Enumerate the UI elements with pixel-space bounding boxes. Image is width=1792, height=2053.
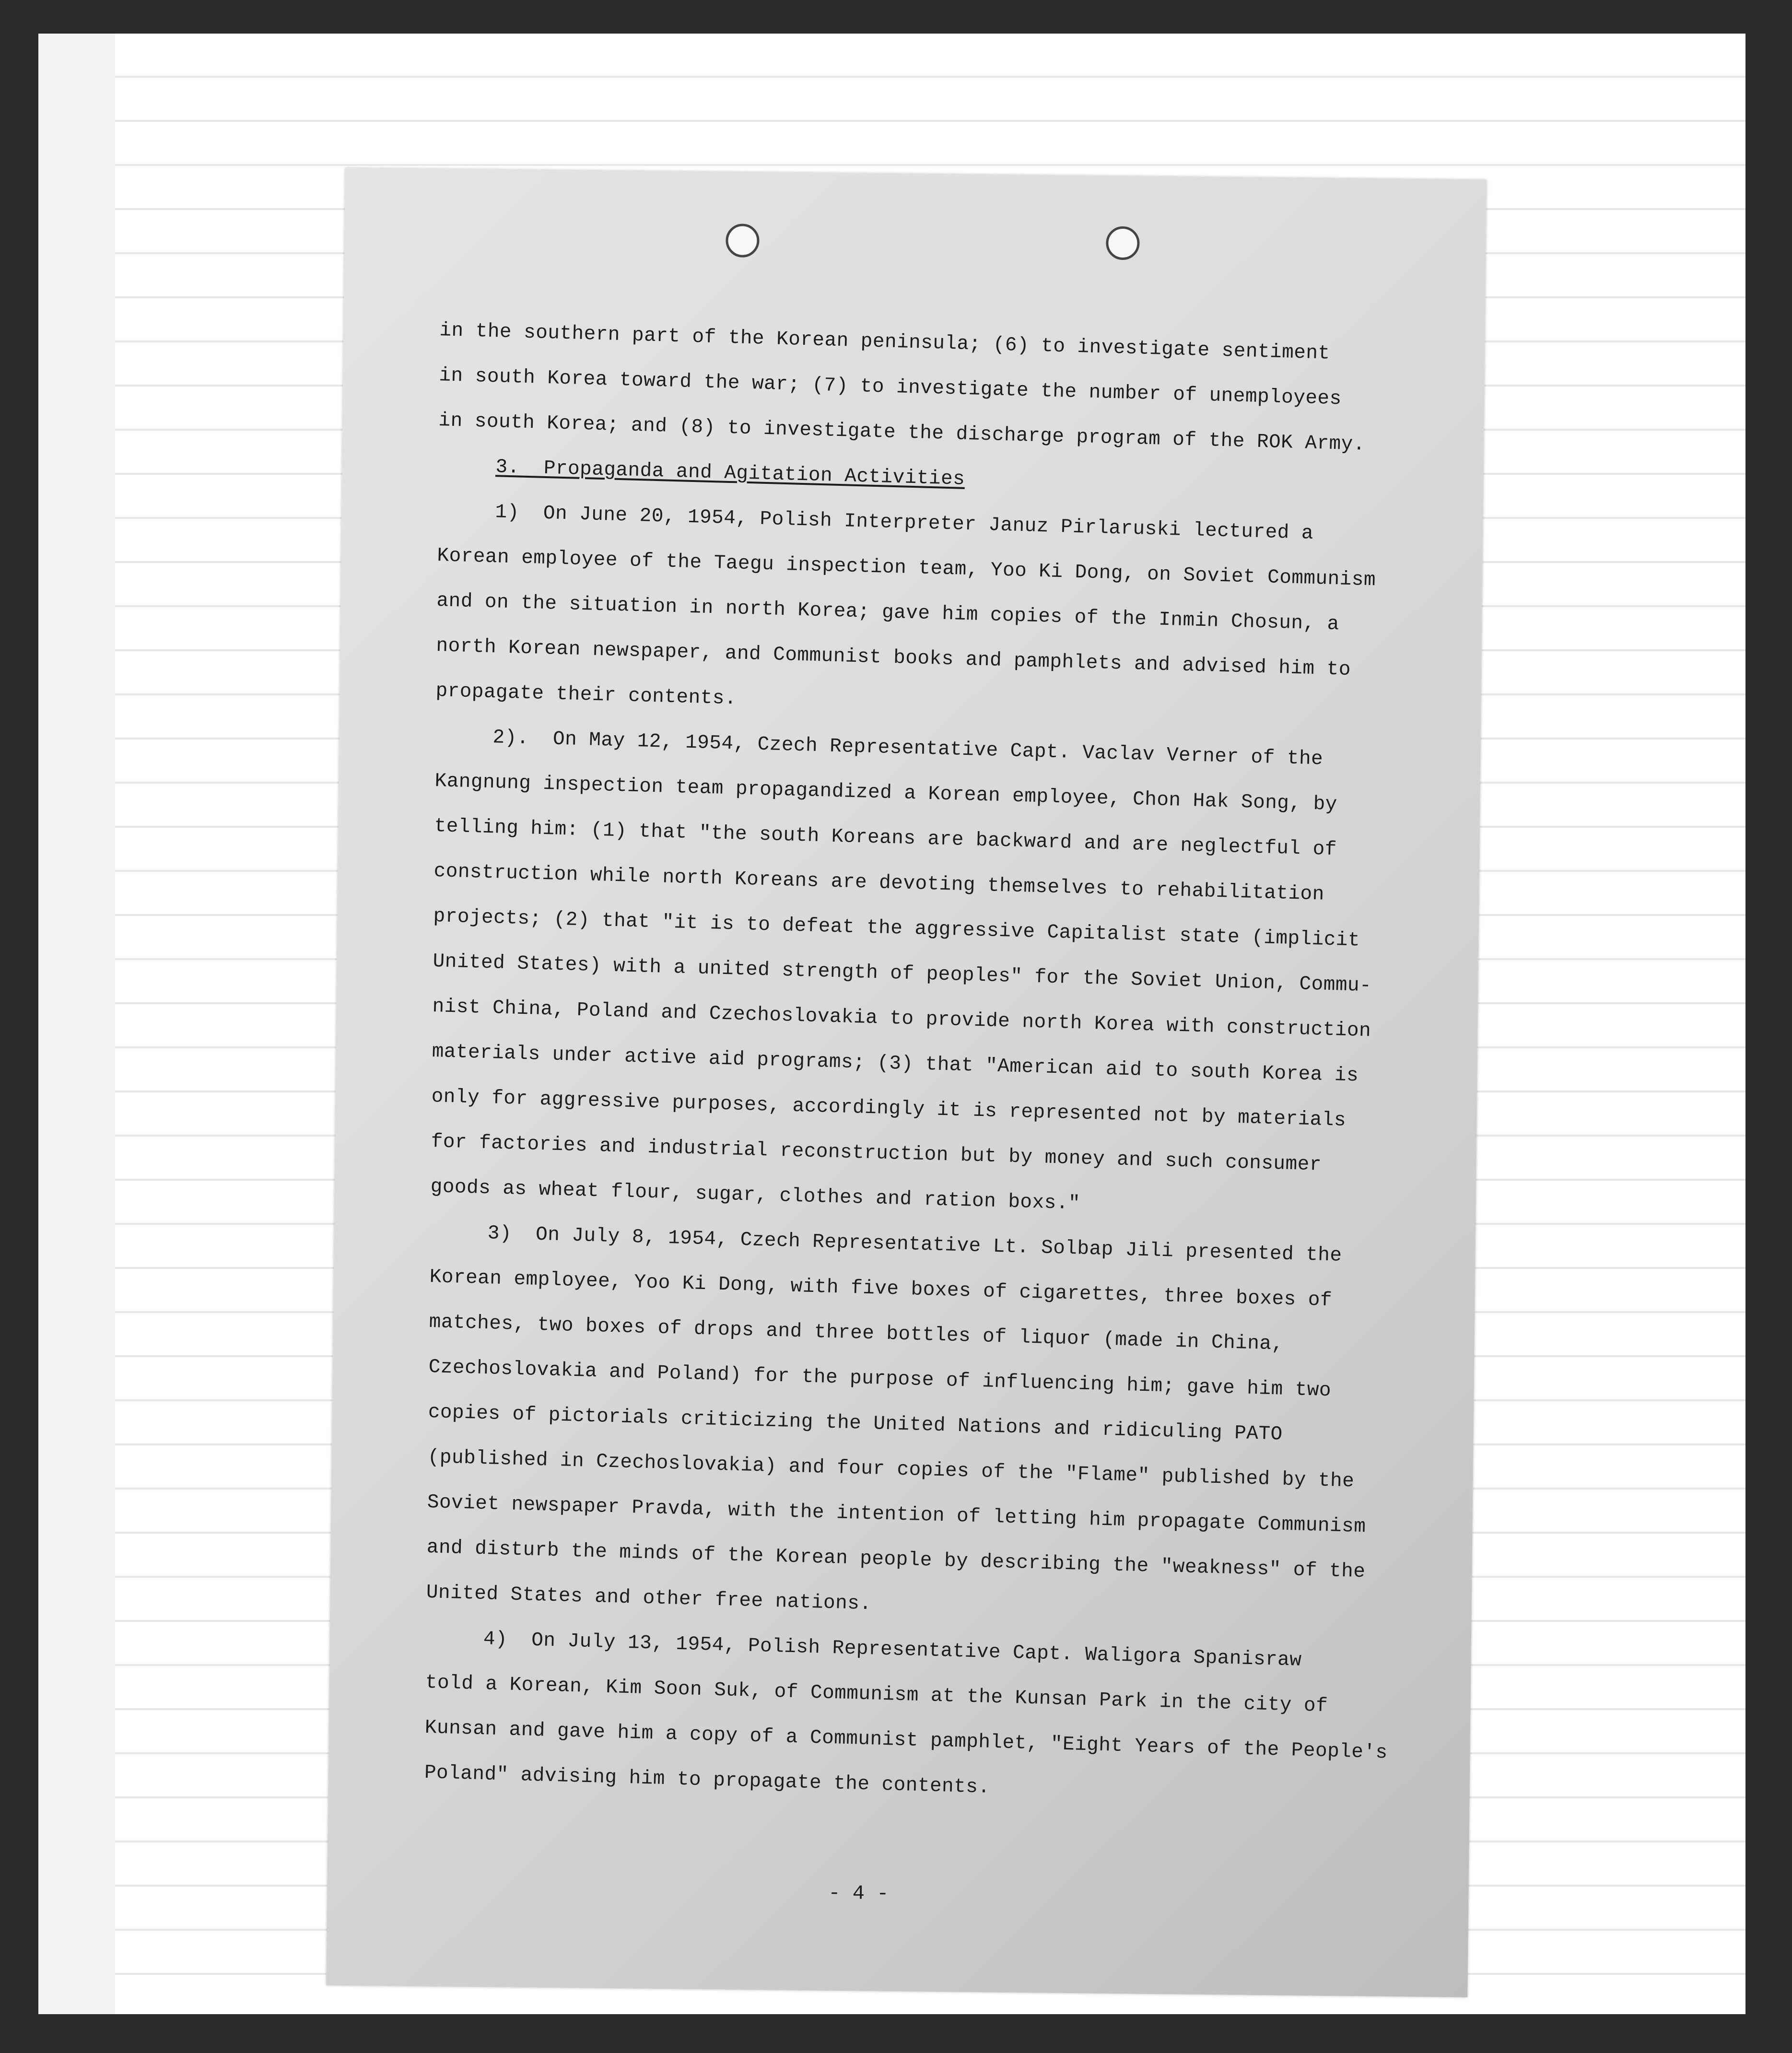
paragraph-2-line: Kangnung inspection team propagandized a Korean employee, Chon Hak Song, by [434,770,1338,816]
text-line: in south Korea; and (8) to investigate the discharge program of the ROK Army. [438,410,1366,456]
paragraph-4-line: Poland" advising him to propagate the contents. [424,1761,991,1799]
paragraph-3-line: copies of pictorials criticizing the United Nations and ridiculing PATO [428,1401,1283,1446]
section-heading: 3. Propaganda and Agitation Activities [495,456,965,491]
punch-hole-left [726,223,760,258]
paragraph-1-line: north Korean newspaper, and Communist books and pamphlets and advised him to [435,635,1351,681]
backing-edge [38,34,115,2014]
paragraph-2-line: only for aggressive purposes, accordingly it is represented not by materials [431,1085,1347,1132]
paragraph-3-line: 3) On July 8, 1954, Czech Representative Lt. Solbap Jili presented the [487,1222,1343,1267]
paragraph-2-line: for factories and industrial reconstruction but by money and such consumer [431,1130,1322,1176]
paragraph-3-line: Korean employee, Yoo Ki Dong, with five boxes of cigarettes, three boxes of [429,1266,1333,1312]
paragraph-2-line: construction while north Koreans are devoting themselves to rehabilitation [433,860,1325,906]
paragraph-1-line: 1) On June 20, 1954, Polish Interpreter Januz Pirlaruski lectured a [494,501,1314,545]
paragraph-2-line: goods as wheat flour, sugar, clothes and ration boxs." [430,1175,1081,1215]
document-page [326,168,1487,1997]
paragraph-3-line: Czechoslovakia and Poland) for the purpose of influencing him; gave him two [428,1356,1332,1402]
paragraph-4-line: told a Korean, Kim Soon Suk, of Communism at the Kunsan Park in the city of [425,1671,1328,1718]
paragraph-1-line: Korean employee of the Taegu inspection team, Yoo Ki Dong, on Soviet Communism [436,545,1376,592]
paragraph-1-line: propagate their contents. [435,680,737,710]
paragraph-2-line: United States) with a united strength of peoples" for the Soviet Union, Commu- [433,950,1372,997]
page-number: - 4 - [828,1881,889,1906]
document-body [424,308,1388,1805]
text-line: in south Korea toward the war; (7) to investigate the number of unemployees [438,364,1342,411]
paragraph-3-line: (published in Czechoslovakia) and four copies of the "Flame" published by the [427,1446,1355,1493]
paragraph-3-line: and disturb the minds of the Korean people by describing the "weakness" of the [426,1536,1366,1584]
paragraph-2-line: projects; (2) that "it is to defeat the aggressive Capitalist state (implicit [433,905,1360,952]
paragraph-2-line: 2). On May 12, 1954, Czech Representative Capt. Vaclav Verner of the [492,727,1324,771]
text-line: in the southern part of the Korean peninsula; (6) to investigate sentiment [439,319,1331,365]
paragraph-2-line: nist China, Poland and Czechoslovakia to provide north Korea with construction [432,996,1371,1043]
paragraph-2-line: materials under active aid programs; (3) that "American aid to south Korea is [432,1041,1359,1087]
punch-hole-right [1106,226,1140,260]
paragraph-4-line: 4) On July 13, 1954, Polish Representative Capt. Waligora Spanisraw [483,1628,1302,1672]
paragraph-3-line: United States and other free nations. [426,1581,872,1616]
paragraph-1-line: and on the situation in north Korea; gave him copies of the Inmin Chosun, a [436,590,1340,636]
paragraph-3-line: matches, two boxes of drops and three bottles of liquor (made in China, [429,1311,1284,1356]
paragraph-2-line: telling him: (1) that "the south Koreans are backward and are neglectful of [434,815,1337,861]
paragraph-3-line: Soviet newspaper Pravda, with the intention of letting him propagate Communism [427,1491,1366,1538]
paragraph-4-line: Kunsan and gave him a copy of a Communist pamphlet, "Eight Years of the People's [424,1716,1388,1764]
